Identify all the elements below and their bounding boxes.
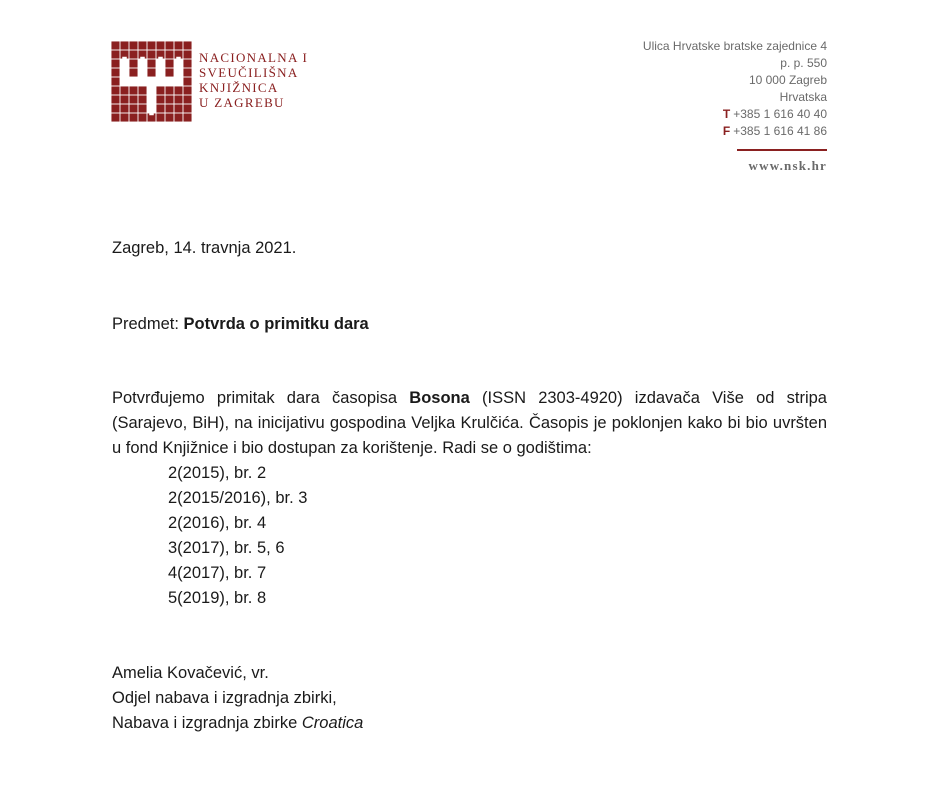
logo-tile bbox=[183, 41, 191, 49]
logo-tile bbox=[138, 113, 146, 121]
fax-tag: F bbox=[722, 124, 731, 138]
logo-tile bbox=[129, 95, 137, 103]
logo-tile bbox=[120, 95, 128, 103]
subject-title: Potvrda o primitku dara bbox=[183, 315, 369, 333]
issues-list bbox=[168, 461, 568, 611]
logo-tile bbox=[129, 113, 137, 121]
issue-item: 5(2019), br. 8 bbox=[168, 589, 267, 607]
issue-item: 2(2015), br. 2 bbox=[168, 464, 267, 482]
logo-tile bbox=[165, 68, 173, 76]
logo-tile bbox=[165, 50, 173, 58]
logo-tile bbox=[129, 86, 137, 94]
website-link[interactable]: www.nsk.hr bbox=[748, 158, 827, 173]
logo-tile bbox=[147, 50, 155, 58]
po-box: p. p. 550 bbox=[780, 56, 827, 70]
unit-italic: Croatica bbox=[301, 714, 364, 732]
issue-item: 4(2017), br. 7 bbox=[168, 564, 267, 582]
logo-tile bbox=[111, 95, 119, 103]
logo-tile bbox=[183, 59, 191, 67]
subject-label: Predmet: bbox=[112, 315, 184, 333]
logo-tile bbox=[174, 104, 182, 112]
country: Hrvatska bbox=[779, 90, 827, 104]
logo-tile bbox=[111, 59, 119, 67]
logo-tile bbox=[129, 104, 137, 112]
logo-tile bbox=[120, 104, 128, 112]
logo-tile bbox=[174, 41, 182, 49]
library-name bbox=[199, 50, 308, 110]
logo-tile bbox=[165, 95, 173, 103]
library-logo-icon bbox=[111, 41, 192, 122]
logo-tile bbox=[120, 41, 128, 49]
logo-tile bbox=[129, 41, 137, 49]
logo-tile bbox=[129, 68, 137, 76]
logo-tile bbox=[129, 50, 137, 58]
street-address: Ulica Hrvatske bratske zajednice 4 bbox=[642, 39, 827, 53]
logo-tile bbox=[147, 68, 155, 76]
logo-tile bbox=[174, 95, 182, 103]
issue-item: 2(2015/2016), br. 3 bbox=[168, 489, 308, 507]
logo-tile bbox=[138, 86, 146, 94]
logo-tile bbox=[111, 50, 119, 58]
library-name-line: KNJIŽNICA bbox=[199, 80, 279, 95]
logo-tile bbox=[183, 86, 191, 94]
signature-block bbox=[112, 661, 827, 736]
letter-body bbox=[112, 386, 827, 461]
logo-tile bbox=[129, 59, 137, 67]
fax-number: +385 1 616 41 86 bbox=[733, 124, 827, 138]
logo-tile bbox=[138, 95, 146, 103]
unit-prefix: Nabava i izgradnja zbirke bbox=[112, 714, 302, 732]
library-name-line: U ZAGREBU bbox=[199, 95, 285, 110]
library-name-line: NACIONALNA I bbox=[199, 50, 309, 65]
logo-tile bbox=[156, 113, 164, 121]
logo-tile bbox=[174, 86, 182, 94]
logo-tile bbox=[156, 104, 164, 112]
address-divider bbox=[737, 149, 827, 151]
fax-line bbox=[643, 123, 827, 140]
logo-tile bbox=[147, 59, 155, 67]
logo-tile bbox=[111, 113, 119, 121]
logo-tile bbox=[111, 77, 119, 85]
issue-item: 3(2017), br. 5, 6 bbox=[168, 539, 285, 557]
logo-tile bbox=[138, 41, 146, 49]
logo-tile bbox=[183, 50, 191, 58]
logo-tile bbox=[183, 113, 191, 121]
logo-tile bbox=[111, 86, 119, 94]
logo-tile bbox=[165, 86, 173, 94]
logo-tile bbox=[111, 68, 119, 76]
address-block bbox=[643, 38, 827, 174]
logo-tile bbox=[183, 104, 191, 112]
logo-tile bbox=[147, 41, 155, 49]
logo-tile bbox=[174, 113, 182, 121]
issue-item: 2(2016), br. 4 bbox=[168, 514, 267, 532]
logo-tile bbox=[183, 77, 191, 85]
logo-tile bbox=[111, 104, 119, 112]
logo-tile bbox=[111, 41, 119, 49]
logo-tile bbox=[165, 59, 173, 67]
logo-tile bbox=[165, 113, 173, 121]
library-name-line: SVEUČILIŠNA bbox=[199, 65, 299, 80]
journal-name: Bosona bbox=[409, 389, 470, 407]
letter-subject bbox=[112, 312, 827, 337]
body-text-part2: (ISSN 2303-4920) izdavača Više od stripa (Sarajevo, BiH), na inicijativu gospodina Veljka Krulčića. Časopis je poklonjen kako bi bio uvršten u fond Knjižnice i bio dostupan za korištenje. Radi se o godištima: bbox=[112, 389, 827, 457]
logo-tile bbox=[165, 104, 173, 112]
library-logo bbox=[111, 41, 192, 122]
logo-tile bbox=[183, 68, 191, 76]
signatory-name: Amelia Kovačević, vr. bbox=[112, 664, 269, 682]
signatory-department: Odjel nabava i izgradnja zbirki, bbox=[112, 689, 337, 707]
logo-tile bbox=[156, 95, 164, 103]
logo-tile bbox=[156, 86, 164, 94]
signatory-unit bbox=[112, 711, 827, 736]
logo-tile bbox=[156, 41, 164, 49]
letter-date: Zagreb, 14. travnja 2021. bbox=[112, 239, 297, 257]
body-text-part1: Potvrđujemo primitak dara časopisa bbox=[112, 389, 410, 407]
logo-tile bbox=[120, 86, 128, 94]
logo-tile bbox=[165, 41, 173, 49]
logo-tile bbox=[183, 95, 191, 103]
phone-tag: T bbox=[722, 107, 731, 121]
logo-tile bbox=[120, 113, 128, 121]
phone-number: +385 1 616 40 40 bbox=[733, 107, 827, 121]
postal-city: 10 000 Zagreb bbox=[748, 73, 827, 87]
logo-tile bbox=[138, 104, 146, 112]
phone-line bbox=[643, 106, 827, 123]
